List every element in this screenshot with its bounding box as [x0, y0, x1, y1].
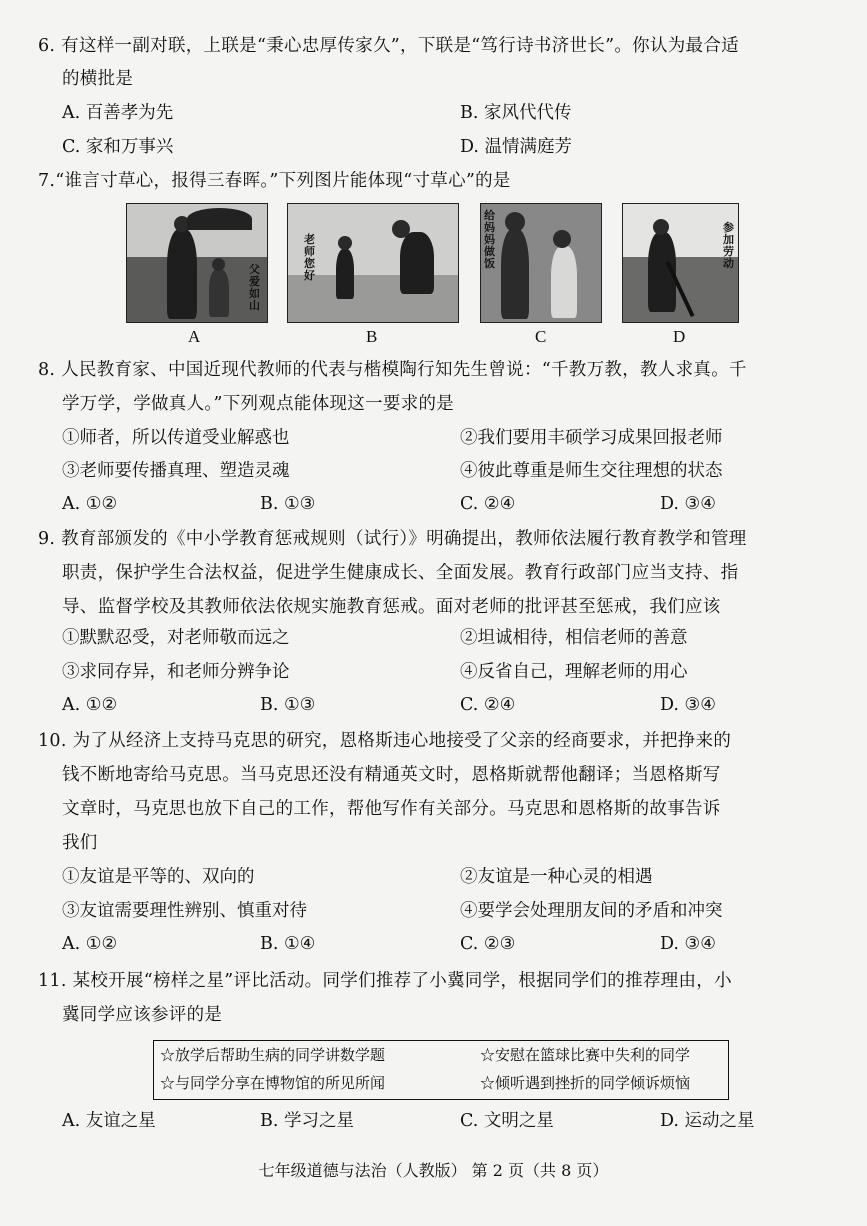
q8-option-c: C. ②④: [460, 494, 516, 514]
q6-stem-line2: 的横批是: [62, 69, 134, 89]
q9-stem-line2: 职责，保护学生合法权益，促进学生健康成长、全面发展。教育行政部门应当支持、指: [62, 563, 739, 583]
q8-stem-line1: 8. 人民教育家、中国近现代教师的代表与楷模陶行知先生曾说：“千教万教，教人求真。千: [38, 360, 747, 380]
q8-statement-2: ②我们要用丰硕学习成果回报老师: [460, 428, 723, 448]
q8-option-a: A. ①②: [62, 494, 118, 514]
q10-statement-3: ③友谊需要理性辨别、慎重对待: [62, 901, 307, 921]
q10-option-c: C. ②③: [460, 934, 516, 954]
q11-reason-2: ☆安慰在篮球比赛中失利的同学: [480, 1046, 691, 1064]
q11-option-d: D. 运动之星: [660, 1111, 755, 1131]
q10-stem-line4: 我们: [62, 833, 98, 853]
q9-statement-3: ③求同存异，和老师分辨争论: [62, 662, 290, 682]
q10-statement-4: ④要学会处理朋友间的矛盾和冲突: [460, 901, 723, 921]
q9-stem-line3: 导、监督学校及其教师依法依规实施教育惩戒。面对老师的批评甚至惩戒，我们应该: [62, 597, 721, 617]
q11-option-b: B. 学习之星: [260, 1111, 354, 1131]
q6-option-a: A. 百善孝为先: [62, 103, 174, 123]
q7-picture-b-caption: 老师您好: [304, 233, 315, 282]
q7-label-c: C: [535, 327, 547, 346]
q7-picture-c: [480, 203, 602, 323]
q10-stem-line2: 钱不断地寄给马克思。当马克思还没有精通英文时，恩格斯就帮他翻译；当恩格斯写: [62, 765, 721, 785]
q9-statement-2: ②坦诚相待，相信老师的善意: [460, 628, 688, 648]
q11-reason-1: ☆放学后帮助生病的同学讲数学题: [160, 1046, 386, 1064]
q9-statement-4: ④反省自己，理解老师的用心: [460, 662, 688, 682]
q10-statement-1: ①友谊是平等的、双向的: [62, 867, 255, 887]
q9-stem-line1: 9. 教育部颁发的《中小学教育惩戒规则（试行）》明确提出，教师依法履行教育教学和管理: [38, 529, 747, 549]
q9-statement-1: ①默默忍受，对老师敬而远之: [62, 628, 290, 648]
q7-picture-c-caption: 给妈妈做饭: [484, 209, 495, 270]
q8-statement-1: ①师者，所以传道受业解惑也: [62, 428, 290, 448]
q8-option-b: B. ①③: [260, 494, 316, 514]
q8-statement-4: ④彼此尊重是师生交往理想的状态: [460, 461, 723, 481]
q7-picture-a-caption: 父爱如山: [249, 263, 260, 312]
q7-stem: 7.“谁言寸草心，报得三春晖。”下列图片能体现“寸草心”的是: [38, 171, 511, 191]
q7-label-d: D: [673, 327, 686, 346]
q7-picture-b: [287, 203, 459, 323]
q11-stem-line2: 冀同学应该参评的是: [62, 1005, 223, 1025]
q6-option-d: D. 温情满庭芳: [460, 137, 573, 157]
page-footer: 七年级道德与法治（人教版） 第 2 页（共 8 页）: [258, 1161, 609, 1180]
q7-label-a: A: [188, 327, 201, 346]
q8-option-d: D. ③④: [660, 494, 716, 514]
q11-option-c: C. 文明之星: [460, 1111, 554, 1131]
q11-stem-line1: 11. 某校开展“榜样之星”评比活动。同学们推荐了小冀同学，根据同学们的推荐理由，小: [38, 971, 732, 991]
q8-stem-line2: 学万学，学做真人。”下列观点能体现这一要求的是: [62, 394, 455, 414]
q11-reason-4: ☆倾听遇到挫折的同学倾诉烦恼: [480, 1074, 691, 1092]
q10-option-d: D. ③④: [660, 934, 716, 954]
q6-stem-line1: 6. 有这样一副对联，上联是“秉心忠厚传家久”，下联是“笃行诗书济世长”。你认为最合适: [38, 36, 739, 56]
q10-stem-line1: 10. 为了从经济上支持马克思的研究，恩格斯违心地接受了父亲的经商要求，并把挣来的: [38, 731, 732, 751]
q9-option-c: C. ②④: [460, 695, 516, 715]
q7-picture-a: [126, 203, 268, 323]
q9-option-b: B. ①③: [260, 695, 316, 715]
q7-picture-d: [622, 203, 739, 323]
q11-option-a: A. 友谊之星: [62, 1111, 156, 1131]
q6-option-c: C. 家和万事兴: [62, 137, 174, 157]
q10-option-b: B. ①④: [260, 934, 316, 954]
q6-option-b: B. 家风代代传: [460, 103, 572, 123]
q8-statement-3: ③老师要传播真理、塑造灵魂: [62, 461, 290, 481]
q9-option-d: D. ③④: [660, 695, 716, 715]
q7-picture-d-caption: 参加劳动: [723, 221, 734, 270]
q10-stem-line3: 文章时，马克思也放下自己的工作，帮他写作有关部分。马克思和恩格斯的故事告诉: [62, 799, 721, 819]
q9-option-a: A. ①②: [62, 695, 118, 715]
q10-statement-2: ②友谊是一种心灵的相遇: [460, 867, 653, 887]
q10-option-a: A. ①②: [62, 934, 118, 954]
q7-label-b: B: [366, 327, 378, 346]
q11-reasons-box: [153, 1040, 729, 1100]
q11-reason-3: ☆与同学分享在博物馆的所见所闻: [160, 1074, 386, 1092]
